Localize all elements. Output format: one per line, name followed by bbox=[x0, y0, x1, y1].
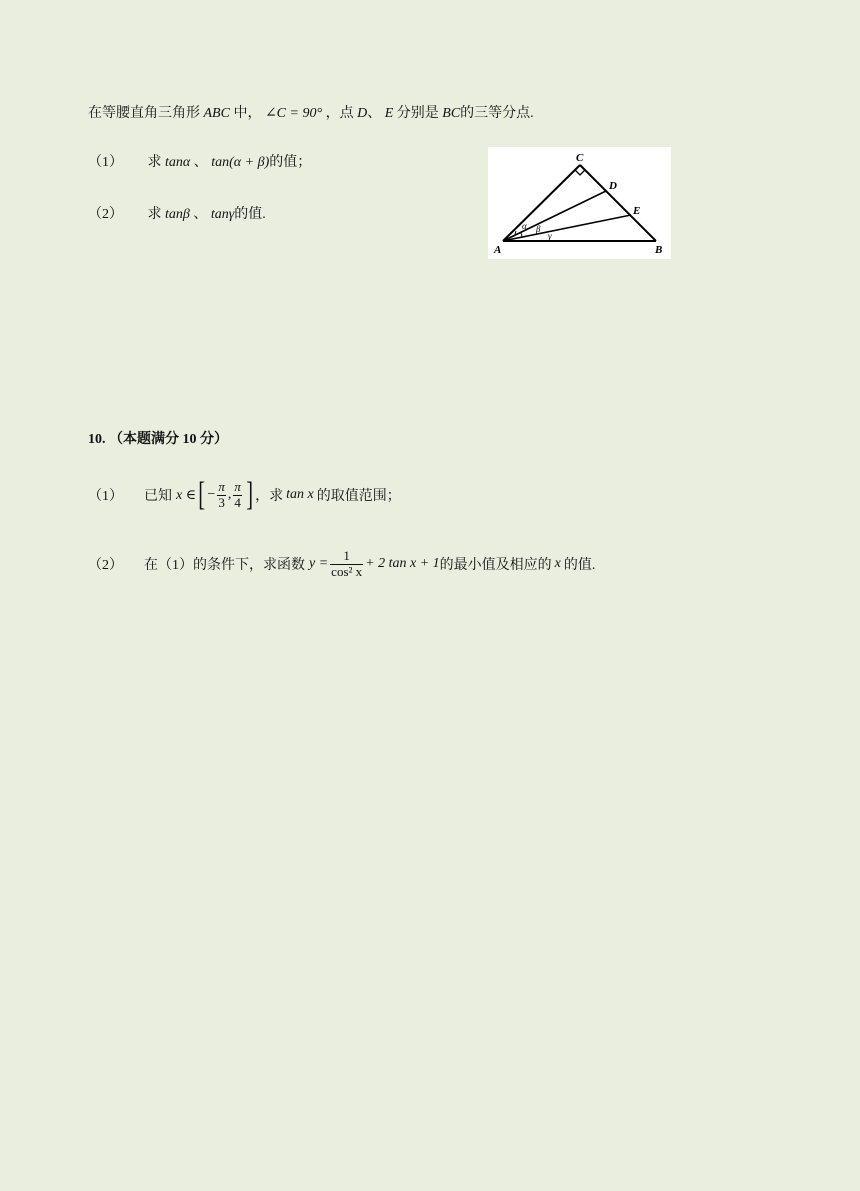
part-text: 、 bbox=[193, 155, 208, 170]
problem10-part2 bbox=[88, 544, 595, 584]
tan-gamma-expr: tanγ bbox=[210, 207, 235, 222]
side-ac bbox=[503, 165, 580, 241]
left-bracket: [ bbox=[198, 476, 206, 513]
label-beta: β bbox=[536, 224, 541, 234]
label-alpha: α bbox=[522, 221, 527, 231]
tan-beta-expr: tanβ bbox=[165, 207, 190, 222]
right-angle-mark bbox=[575, 170, 585, 175]
right-bracket: ] bbox=[246, 476, 253, 513]
statement-text: 分别是 bbox=[396, 106, 439, 121]
part-number: （2） bbox=[88, 558, 123, 573]
part-text: 、 bbox=[193, 207, 208, 222]
statement-text: 在等腰直角三角形 bbox=[88, 106, 200, 121]
part-text: 在（1）的条件下，求函数 bbox=[144, 558, 305, 573]
angle-arc bbox=[521, 233, 522, 237]
comma: , bbox=[227, 487, 232, 502]
part-text: 求 bbox=[147, 155, 162, 170]
denominator: 4 bbox=[234, 494, 241, 510]
fraction-pi-4 bbox=[233, 480, 242, 510]
fraction-one-over-cos2x bbox=[330, 549, 363, 579]
numerator: π bbox=[218, 479, 225, 495]
tanx-expr: tan x bbox=[286, 487, 314, 502]
problem10-part1 bbox=[88, 475, 401, 515]
label-gamma: γ bbox=[548, 231, 552, 241]
statement-text: 中， bbox=[233, 106, 262, 121]
denominator: cos² x bbox=[331, 563, 363, 579]
label-d: D bbox=[609, 180, 617, 192]
statement-text: 、 bbox=[367, 106, 382, 121]
triangle-figure bbox=[488, 147, 671, 259]
label-b: B bbox=[655, 244, 663, 256]
part-text: 求 bbox=[147, 207, 162, 222]
label-e: E bbox=[633, 205, 641, 217]
part-number: （1） bbox=[88, 155, 123, 170]
triangle-name: ABC bbox=[203, 106, 230, 121]
part-text: 的值. bbox=[234, 207, 266, 222]
part-number: （1） bbox=[88, 489, 123, 504]
statement-text: ，点 bbox=[325, 106, 354, 121]
part-text: 的值； bbox=[269, 155, 312, 170]
problem9-part2 bbox=[88, 203, 266, 223]
point-d: D bbox=[357, 106, 368, 121]
part-text: 的值. bbox=[563, 558, 596, 573]
tan-sum-expr: tan(α + β) bbox=[211, 155, 270, 170]
problem9-statement bbox=[88, 102, 534, 122]
tan-alpha-expr: tanα bbox=[165, 155, 191, 170]
triangle-diagram bbox=[488, 147, 671, 259]
numerator: π bbox=[234, 479, 241, 495]
part-text: 已知 bbox=[144, 489, 172, 504]
statement-text: 的三等分点. bbox=[460, 106, 534, 121]
part-number: （2） bbox=[88, 207, 123, 222]
point-e: E bbox=[384, 106, 394, 121]
numerator: 1 bbox=[330, 549, 363, 564]
function-rest: + 2 tan x + 1 bbox=[365, 556, 440, 571]
angle-condition: ∠C = 90° bbox=[264, 106, 323, 121]
problem10-header: 10. （本题满分 10 分） bbox=[88, 432, 228, 447]
problem9-part1 bbox=[88, 151, 311, 171]
label-a: A bbox=[494, 244, 502, 256]
y-eq-expr: y = bbox=[309, 556, 329, 571]
part-text: ，求 bbox=[255, 489, 284, 504]
part-text: 的取值范围； bbox=[316, 489, 401, 504]
fraction-pi-3 bbox=[217, 480, 226, 510]
minus-sign: − bbox=[207, 487, 216, 502]
line-ad bbox=[503, 191, 606, 241]
segment-bc: BC bbox=[442, 106, 461, 121]
x-var: x bbox=[554, 556, 561, 571]
side-cb bbox=[580, 165, 656, 241]
denominator: 3 bbox=[218, 494, 225, 510]
label-c: C bbox=[576, 152, 584, 164]
x-in-expr: x ∈ bbox=[176, 487, 197, 503]
part-text: 的最小值及相应的 bbox=[439, 558, 552, 573]
